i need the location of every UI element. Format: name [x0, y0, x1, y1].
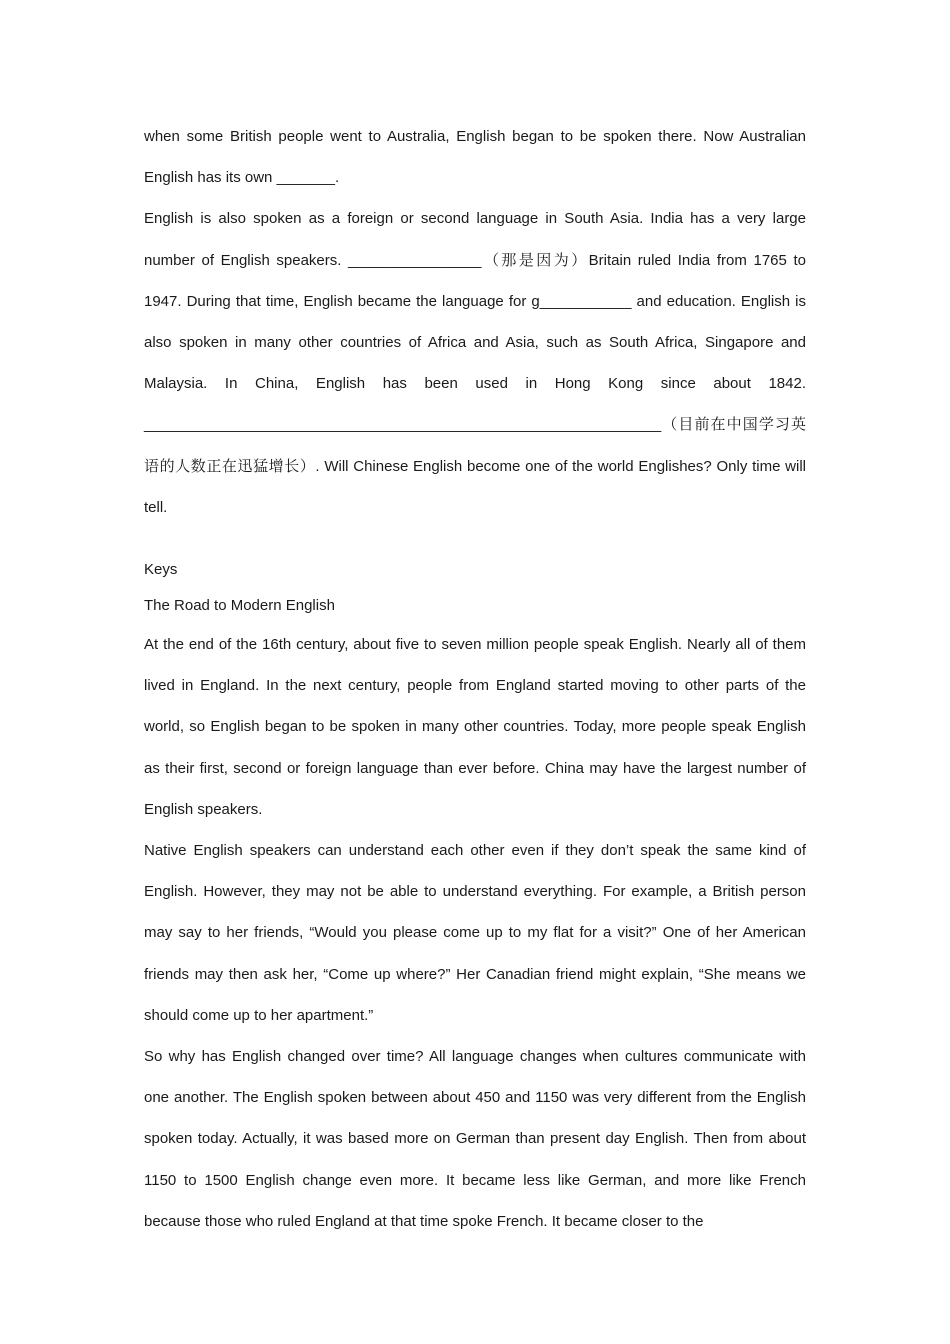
- keys-paragraph-2: Native English speakers can understand each other even if they don’t speak the same kind of English. However, they may not be able to understand everything. For example, a British person may say to her friends, “Would you please come up to my flat for a visit?” One of her American friends may then ask her, “Come up where?” Her Canadian friend might explain, “She means we should come up to her apartment.”: [144, 842, 806, 1024]
- section-gap: [144, 528, 806, 552]
- south-asia-paragraph: English is also spoken as a foreign or second language in South Asia. India has a very large number of English speakers. ________________（那是因为）Britain ruled India from 1765 to 1947. During that time, English became the language for g___________ and education. English is also spoken in many other countries of Africa and Asia, such as South Africa, Singapore and Malaysia. In China, English has been used in Hong Kong since about 1842. ______________________________________________________________（目前在中国学习英语的人数正在迅猛增长）. Will Chinese English become one of the world Englishes? Only time will tell.: [144, 210, 806, 516]
- document-page: [144, 116, 806, 1242]
- australian-english-paragraph: when some British people went to Australia, English began to be spoken there. Now Australian English has its own _______.: [144, 128, 806, 187]
- keys-paragraph-3: So why has English changed over time? All language changes when cultures communicate with one another. The English spoken between about 450 and 1150 was very different from the English spoken today. Actually, it was based more on German than present day English. Then from about 1150 to 1500 English change even more. It became less like German, and more like French because those who ruled England at that time spoke French. It became closer to the: [144, 1048, 806, 1230]
- keys-heading: Keys: [144, 561, 178, 579]
- keys-paragraph-1: At the end of the 16th century, about five to seven million people speak English. Nearly all of them lived in England. In the next century, people from England started moving to other parts of the world, so English began to be spoken in many other countries. Today, more people speak English as their first, second or foreign language than ever before. China may have the largest number of English speakers.: [144, 636, 806, 818]
- keys-title: The Road to Modern English: [144, 597, 335, 615]
